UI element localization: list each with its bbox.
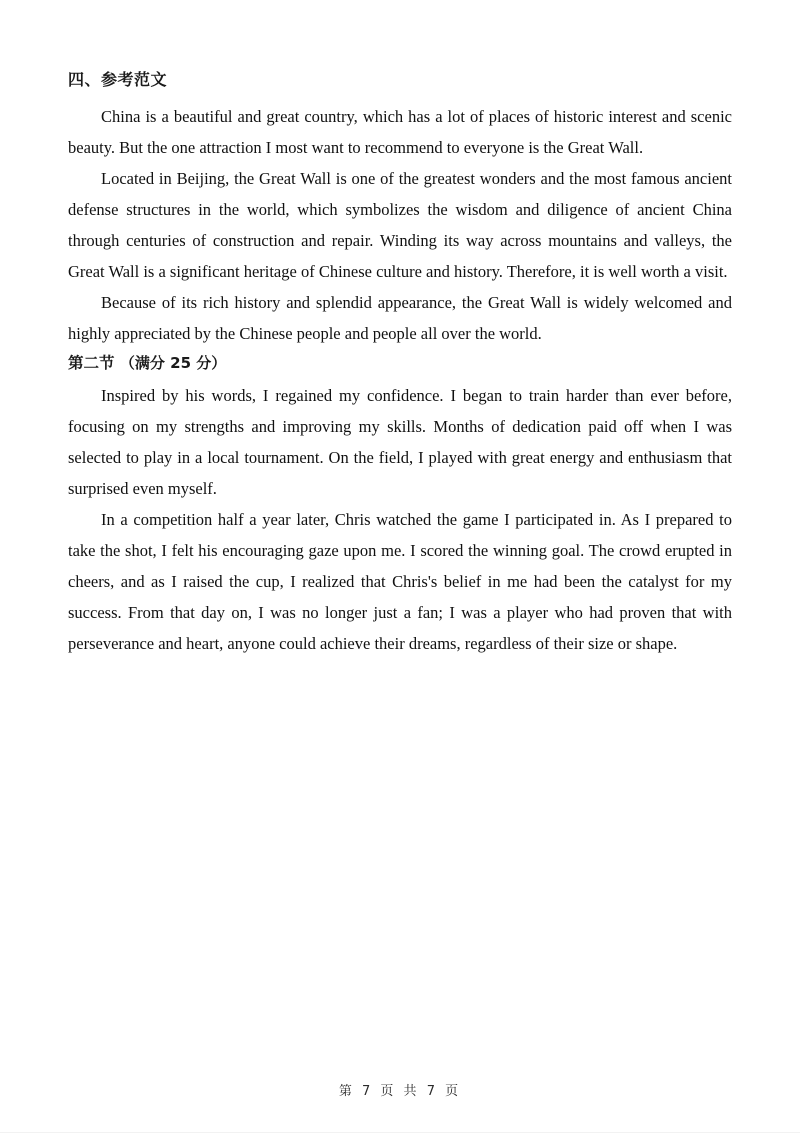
- model-essay-paragraph-3: Because of its rich history and splendid appearance, the Great Wall is widely welcomed and highly appreciated by the Chinese people and people all over the world.: [68, 293, 732, 343]
- section-two-paragraph-1: Inspired by his words, I regained my confidence. I began to train harder than ever before, focusing on my strengths and improving my skills. Months of dedication paid off when I was selected to play in a local tournament. On the field, I played with great energy and enthusiasm that surprised even myself.: [68, 385, 732, 498]
- section-heading-model-essay: 四、参考范文: [68, 70, 168, 89]
- model-essay-paragraph-1: China is a beautiful and great country, which has a lot of places of historic interest and scenic beauty. But the one attraction I most want to recommend to everyone is the Great Wall.: [68, 107, 732, 157]
- page-content: [68, 68, 732, 659]
- section-two-paragraph-2: In a competition half a year later, Chris watched the game I participated in. As I prepared to take the shot, I felt his encouraging gaze upon me. I scored the winning goal. The crowd erupted in cheers, and as I raised the cup, I realized that Chris's belief in me had been the catalyst for my success. From that day on, I was no longer just a fan; I was a player who had proven that with perseverance and heart, anyone could achieve their dreams, regardless of their size or shape.: [68, 509, 732, 653]
- section-two-score: （满分 25 分）: [119, 354, 227, 372]
- model-essay-paragraph-2: Located in Beijing, the Great Wall is one of the greatest wonders and the most famous ancient defense structures in the world, which symbolizes the wisdom and diligence of ancient China through centuries of construction and repair. Winding its way across mountains and valleys, the Great Wall is a significant heritage of Chinese culture and history. Therefore, it is well worth a visit.: [68, 169, 732, 281]
- section-two-label: 第二节: [68, 354, 115, 372]
- section-two-heading: [68, 351, 732, 376]
- page-footer: 第 7 页 共 7 页: [338, 1084, 462, 1099]
